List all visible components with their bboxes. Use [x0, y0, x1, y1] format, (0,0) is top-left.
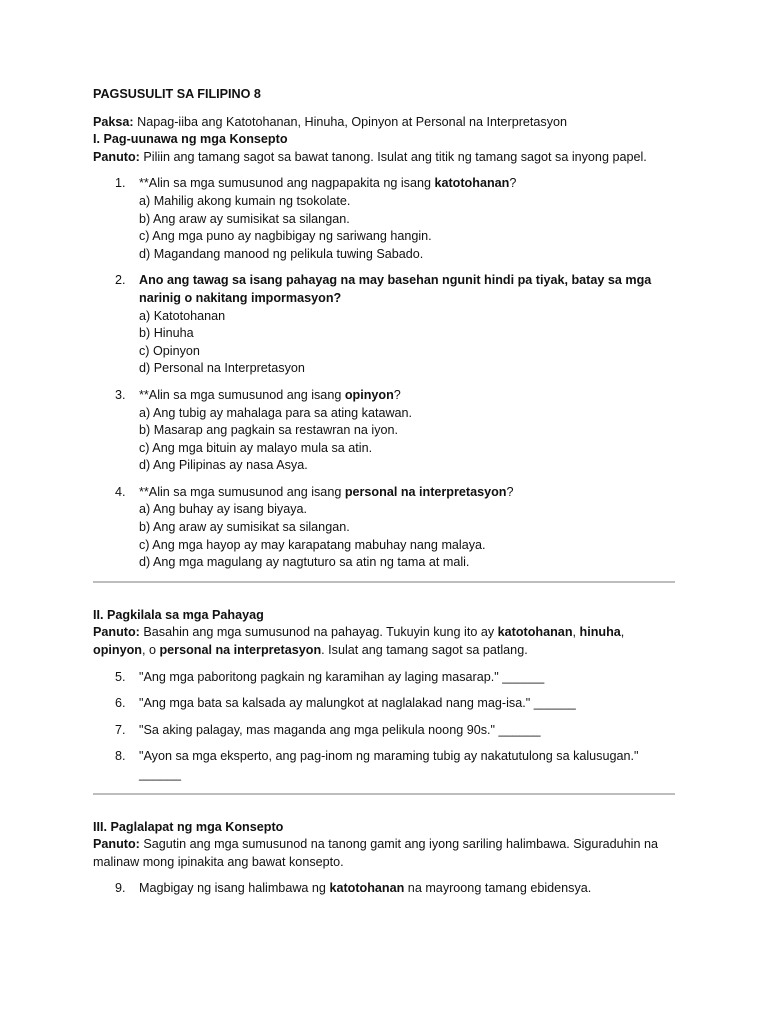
- option-c: c) Ang mga bituin ay malayo mula sa atin.: [139, 440, 373, 455]
- panuto-label: Panuto:: [93, 837, 140, 852]
- part3-item-list: [93, 880, 675, 898]
- question-text: [139, 176, 516, 190]
- question-number: 2.: [115, 273, 126, 288]
- option-b: b) Ang araw ay sumisikat sa silangan.: [139, 211, 350, 226]
- question-keyword: personal na interpretasyon: [344, 484, 507, 499]
- panuto-text: ,: [572, 625, 580, 640]
- statement-text: "Ang mga paboritong pagkain ng karamihan ay laging masarap." ______: [139, 669, 545, 684]
- question-2: [93, 272, 675, 378]
- item-number: 7.: [115, 722, 126, 737]
- option-a: a) Katotohanan: [139, 308, 226, 323]
- panuto-keyword: personal na interpretasyon: [159, 643, 322, 658]
- option-a: a) Ang buhay ay isang biyaya.: [139, 502, 308, 517]
- panuto-keyword: opinyon: [93, 643, 142, 658]
- statement-text: "Sa aking palagay, mas maganda ang mga pelikula noong 90s." ______: [139, 722, 541, 737]
- option-d: d) Magandang manood ng pelikula tuwing Sabado.: [139, 246, 424, 261]
- option-d: d) Ang Pilipinas ay nasa Asya.: [139, 458, 308, 473]
- question-pre: **Alin sa mga sumusunod ang isang: [139, 387, 345, 402]
- question-post: ?: [506, 484, 514, 499]
- option-b: b) Ang araw ay sumisikat sa silangan.: [139, 520, 350, 535]
- question-post: ?: [393, 387, 401, 402]
- question-post: ?: [509, 176, 517, 191]
- statement-item: [93, 669, 675, 687]
- document-title: PAGSUSULIT SA FILIPINO 8: [93, 87, 261, 101]
- question-pre: **Alin sa mga sumusunod ang isang: [139, 484, 345, 499]
- part3-heading: III. Paglalapat ng mga Konsepto: [93, 819, 284, 834]
- item-number: 9.: [115, 881, 126, 896]
- part3-panuto: [93, 836, 675, 871]
- paksa-line: [93, 114, 675, 132]
- part2-heading: II. Pagkilala sa mga Pahayag: [93, 607, 264, 622]
- question-text: Ano ang tawag sa isang pahayag na may basehan ngunit hindi pa tiyak, batay sa mga narinig o nakitang impormasyon?: [139, 273, 652, 305]
- item-number: 8.: [115, 749, 126, 764]
- section-divider: [93, 581, 675, 583]
- statement-item: [93, 695, 675, 713]
- statement-item: [93, 748, 675, 783]
- question-number: 1.: [115, 176, 126, 191]
- panuto-text: Basahin ang mga sumusunod na pahayag. Tukuyin kung ito ay: [139, 625, 498, 640]
- part3-section: [93, 819, 675, 898]
- part1-question-list: [93, 175, 675, 571]
- panuto-text: . Isulat ang tamang sagot sa patlang.: [321, 643, 528, 658]
- option-d: d) Ang mga magulang ay nagtuturo sa atin ng tama at mali.: [139, 555, 470, 570]
- panuto-text: ,: [620, 625, 625, 640]
- paksa-text: Napag-iiba ang Katotohanan, Hinuha, Opinyon at Personal na Interpretasyon: [133, 114, 568, 129]
- statement-item: [93, 722, 675, 740]
- question-pre: **Alin sa mga sumusunod ang nagpapakita ng isang: [139, 176, 435, 191]
- question-number: 4.: [115, 484, 126, 499]
- question-number: 3.: [115, 387, 126, 402]
- application-item: [93, 880, 675, 898]
- item-keyword: katotohanan: [329, 881, 405, 896]
- panuto-text: , o: [141, 643, 160, 658]
- part2-section: [93, 607, 675, 784]
- statement-text: "Ayon sa mga eksperto, ang pag-inom ng maraming tubig ay nakatutulong sa kalusugan." ______: [139, 749, 639, 781]
- part1-panuto: [93, 149, 675, 167]
- panuto-text: Piliin ang tamang sagot sa bawat tanong. Isulat ang titik ng tamang sagot sa inyong papel.: [139, 149, 647, 164]
- section-divider: [93, 793, 675, 795]
- item-number: 6.: [115, 696, 126, 711]
- question-text: [139, 485, 514, 499]
- option-b: b) Masarap ang pagkain sa restawran na iyon.: [139, 423, 399, 438]
- item-pre: Magbigay ng isang halimbawa ng: [139, 881, 330, 896]
- option-c: c) Ang mga hayop ay may karapatang mabuhay nang malaya.: [139, 537, 486, 552]
- question-text: [139, 388, 401, 402]
- option-b: b) Hinuha: [139, 326, 194, 341]
- panuto-label: Panuto:: [93, 625, 140, 640]
- option-c: c) Opinyon: [139, 343, 200, 358]
- part2-item-list: [93, 669, 675, 784]
- panuto-label: Panuto:: [93, 149, 140, 164]
- question-1: [93, 175, 675, 263]
- part1-heading: I. Pag-uunawa ng mga Konsepto: [93, 132, 288, 147]
- question-keyword: katotohanan: [434, 176, 510, 191]
- option-a: a) Ang tubig ay mahalaga para sa ating katawan.: [139, 405, 413, 420]
- statement-text: "Ang mga bata sa kalsada ay malungkot at naglalakad nang mag-isa." ______: [139, 696, 576, 711]
- item-post: na mayroong tamang ebidensya.: [404, 881, 592, 896]
- part2-panuto: [93, 624, 675, 659]
- panuto-keyword: katotohanan: [497, 625, 573, 640]
- question-keyword: opinyon: [344, 387, 394, 402]
- option-a: a) Mahilig akong kumain ng tsokolate.: [139, 193, 351, 208]
- option-c: c) Ang mga puno ay nagbibigay ng sariwang hangin.: [139, 229, 432, 244]
- panuto-text: Sagutin ang mga sumusunod na tanong gamit ang iyong sariling halimbawa. Siguraduhin na malinaw mong ipinakita ang bawat konsepto.: [93, 837, 658, 869]
- paksa-label: Paksa:: [93, 114, 134, 129]
- panuto-keyword: hinuha: [579, 625, 621, 640]
- question-4: [93, 484, 675, 572]
- item-number: 5.: [115, 669, 126, 684]
- option-d: d) Personal na Interpretasyon: [139, 361, 305, 376]
- question-3: [93, 387, 675, 475]
